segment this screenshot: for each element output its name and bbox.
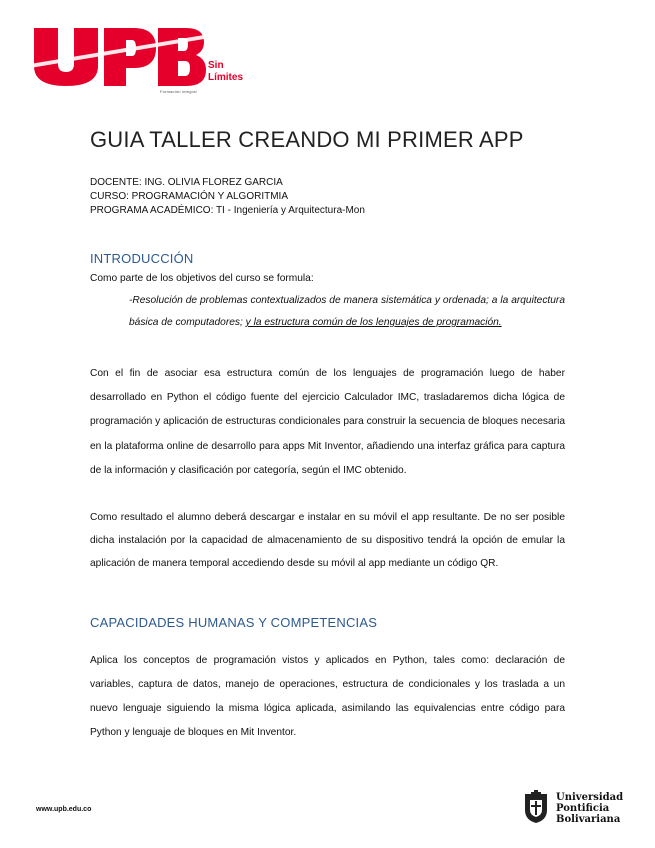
docente-line: DOCENTE: ING. OLIVIA FLOREZ GARCIA [90, 177, 283, 188]
curso-line: CURSO: PROGRAMACIÓN Y ALGORITMIA [90, 191, 288, 202]
footer-url: www.upb.edu.co [36, 806, 92, 813]
university-seal-icon [522, 790, 550, 824]
tagline-line1: Sin [208, 60, 224, 71]
objective-underlined: y la estructura común de los lenguajes de programación. [245, 317, 502, 328]
intro-paragraph-1: Con el fin de asociar esa estructura común de los lenguajes de programación luego de haber desarrollado en Python el código fuente del ejercicio Calculador IMC, trasladaremos dicha lógica de programación y aplicación de estructuras condicionales para construir la secuencia de bloques necesaria en la plataforma online de desarrollo para apps Mit Inventor, añadiendo una interfaz gráfica para captura de la información y clasificación por categoría, según el IMC obtenido. [90, 368, 565, 476]
capacidades-heading: CAPACIDADES HUMANAS Y COMPETENCIAS [90, 615, 378, 630]
university-name-line1: Universidad [556, 792, 624, 803]
university-name-line3: Bolivariana [556, 814, 621, 825]
intro-heading: INTRODUCCIÓN [90, 251, 194, 266]
brand-tagline [208, 60, 243, 84]
intro-paragraph-2: Como resultado el alumno deberá descargar e instalar en su móvil el app resultante. De no ser posible dicha instalación por la capacidad de almacenamiento de su dispositivo tendrá la opción de emular la aplicación de manera temporal accediendo desde su móvil al app mediante un código QR. [90, 512, 565, 569]
university-name-line2: Pontificia [556, 803, 610, 814]
programa-line: PROGRAMA ACADÉMICO: TI - Ingeniería y Arquitectura-Mon [90, 205, 365, 216]
objective-text: -Resolución de problemas contextualizados de manera sistemática y ordenada; a la arquitectura básica de computadores; [129, 295, 565, 328]
upb-logo-mark [30, 24, 210, 88]
intro-lead: Como parte de los objetivos del curso se formula: [90, 273, 314, 284]
tagline-line2: Límites [208, 72, 244, 83]
university-name [556, 792, 623, 825]
page-title: GUIA TALLER CREANDO MI PRIMER APP [90, 127, 524, 152]
intro-objective [129, 290, 565, 334]
course-meta [90, 176, 365, 218]
logo-subtext: Formación integral [160, 89, 197, 94]
capacidades-paragraph: Aplica los conceptos de programación vistos y aplicados en Python, tales como: declaración de variables, captura de datos, manejo de operaciones, estructura de condicionales y los traslada a un nuevo lenguaje siguiendo la misma lógica aplicada, asimilando las equivalencias entre código para Python y lenguaje de bloques en Mit Inventor. [90, 655, 565, 738]
